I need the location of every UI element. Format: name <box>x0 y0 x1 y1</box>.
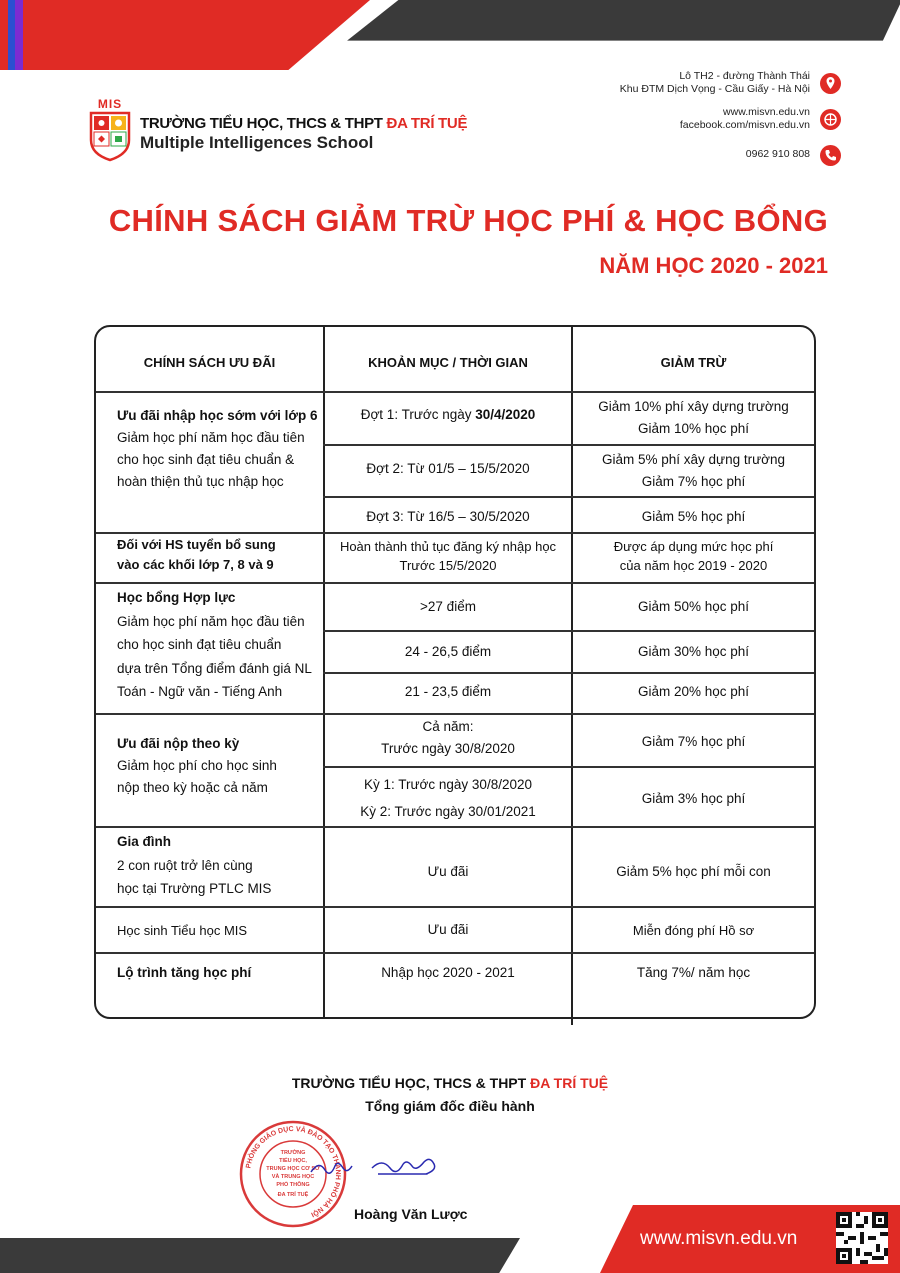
svg-text:MIS: MIS <box>97 97 123 111</box>
family-policy-cell <box>117 830 322 901</box>
footer-dark-band <box>0 1238 520 1273</box>
scholarship-tier3-discount: Giảm 20% học phí <box>637 684 750 699</box>
scholarship-policy-cell <box>117 586 322 704</box>
early-round1-time <box>325 404 571 426</box>
table-row-divider <box>96 532 814 534</box>
header-dark-band <box>330 0 900 70</box>
early-round1-discount <box>573 396 814 440</box>
supplement-time-line: Hoàn thành thủ tục đăng ký nhập học <box>339 539 557 554</box>
supplement-discount-line: của năm học 2019 - 2020 <box>619 558 768 573</box>
signature-school-highlight: ĐA TRÍ TUỆ <box>530 1075 609 1091</box>
round1-label: Đợt 1: Trước ngày <box>360 407 476 422</box>
contact-phone[interactable]: 0962 910 808 <box>745 148 810 160</box>
phone-icon <box>820 145 841 166</box>
increase-policy-title: Lộ trình tăng học phí <box>117 965 252 980</box>
contact-facebook[interactable]: facebook.com/misvn.edu.vn <box>679 119 810 131</box>
discount-line: Giảm 5% phí xây dựng trường <box>601 452 785 467</box>
primary-policy-title: Học sinh Tiểu học MIS <box>117 923 248 938</box>
svg-text:PHÒNG GIÁO DỤC VÀ ĐÀO TẠO THÀN: PHÒNG GIÁO DỤC VÀ ĐÀO TẠO THÀNH PHỐ HÀ NỘI <box>245 1125 342 1218</box>
school-name-prefix: TRƯỜNG TIỂU HỌC, THCS & THPT <box>140 115 387 132</box>
supplement-time-line: Trước 15/5/2020 <box>399 558 497 573</box>
address-block <box>620 70 810 96</box>
table-header-discount: GIẢM TRỪ <box>660 355 727 370</box>
payment-title: Ưu đãi nộp theo kỳ <box>117 736 240 751</box>
scholarship-desc: dựa trên Tổng điểm đánh giá NL <box>117 660 312 676</box>
svg-text:TIỂU HỌC,: TIỂU HỌC, <box>279 1158 307 1164</box>
payment-policy-cell <box>117 733 322 799</box>
qr-code-icon <box>836 1212 888 1264</box>
svg-text:VÀ TRUNG HỌC: VÀ TRUNG HỌC <box>271 1174 315 1180</box>
payment-annual-time <box>325 716 571 760</box>
early-round2-discount <box>573 449 814 493</box>
primary-item: Ưu đãi <box>427 922 469 937</box>
signature-school-prefix: TRƯỜNG TIỂU HỌC, THCS & THPT <box>291 1075 531 1091</box>
scholarship-desc: cho học sinh đạt tiêu chuẩn <box>117 637 282 652</box>
supplement-policy-cell <box>117 535 276 575</box>
table-subrow-divider <box>323 672 814 674</box>
early-round2-time: Đợt 2: Từ 01/5 – 15/5/2020 <box>366 461 530 476</box>
payment-term1-deadline: Kỳ 1: Trước ngày 30/8/2020 <box>364 777 532 792</box>
supplement-discount-line: Được áp dụng mức học phí <box>613 539 774 554</box>
mis-shield-logo-icon <box>85 96 135 162</box>
family-item: Ưu đãi <box>427 864 469 879</box>
page-title: CHÍNH SÁCH GIẢM TRỪ HỌC PHÍ & HỌC BỔNG <box>108 203 828 238</box>
table-row-divider <box>96 952 814 954</box>
svg-text:PHỔ THÔNG: PHỔ THÔNG <box>276 1182 310 1188</box>
scholarship-title: Học bổng Hợp lực <box>117 590 236 605</box>
increase-rate: Tăng 7%/ năm học <box>636 965 751 980</box>
signature-role: Tổng giám đốc điều hành <box>365 1098 535 1114</box>
discount-line: Giảm 10% phí xây dựng trường <box>598 399 789 414</box>
supplement-discount <box>573 537 814 575</box>
supplement-title: vào các khối lớp 7, 8 và 9 <box>117 557 274 572</box>
early-policy-desc: hoàn thiện thủ tục nhập học <box>117 474 284 489</box>
family-title: Gia đình <box>117 834 171 849</box>
family-desc: 2 con ruột trở lên cùng <box>117 857 253 873</box>
web-block <box>680 106 810 132</box>
footer-website-link[interactable]: www.misvn.edu.vn <box>640 1228 798 1249</box>
scholarship-desc: Toán - Ngữ văn - Tiếng Anh <box>117 684 283 699</box>
early-policy-desc: cho học sinh đạt tiêu chuẩn & <box>117 452 295 467</box>
table-row-divider <box>96 582 814 584</box>
contact-website[interactable]: www.misvn.edu.vn <box>723 106 810 118</box>
payment-term-discount: Giảm 3% học phí <box>641 791 746 806</box>
supplement-time <box>325 537 571 575</box>
handwritten-signature-icon <box>370 1150 440 1190</box>
address-line-1: Lô TH2 - đường Thành Thái <box>679 70 810 82</box>
signer-name: Hoàng Văn Lược <box>354 1206 468 1222</box>
payment-desc: Giảm học phí cho học sinh <box>117 758 277 773</box>
table-row-divider <box>96 826 814 828</box>
early-policy-title: Ưu đãi nhập học sớm với lớp 6 <box>117 408 318 423</box>
table-header-policy: CHÍNH SÁCH ƯU ĐÃI <box>143 355 276 370</box>
header-red-band <box>30 0 370 70</box>
early-policy-cell <box>117 405 322 493</box>
signature-school-name <box>0 1075 900 1091</box>
supplement-title: Đối với HS tuyển bổ sung <box>117 537 276 552</box>
page-subtitle: NĂM HỌC 2020 - 2021 <box>599 253 828 278</box>
payment-annual-deadline: Trước ngày 30/8/2020 <box>381 741 515 756</box>
discount-line: Giảm 7% học phí <box>641 474 746 489</box>
table-subrow-divider <box>323 766 814 768</box>
location-pin-icon <box>820 73 841 94</box>
table-subrow-divider <box>323 444 814 446</box>
school-name-en: Multiple Intelligences School <box>140 133 374 152</box>
payment-term2-deadline: Kỳ 2: Trước ngày 30/01/2021 <box>360 804 536 819</box>
official-stamp-icon <box>233 1118 363 1230</box>
increase-item: Nhập học 2020 - 2021 <box>381 965 515 980</box>
payment-annual-discount: Giảm 7% học phí <box>641 734 746 749</box>
table-row-divider <box>96 906 814 908</box>
svg-text:ĐA TRÍ TUỆ: ĐA TRÍ TUỆ <box>277 1192 309 1198</box>
family-desc: học tại Trường PTLC MIS <box>117 881 272 896</box>
early-round3-discount: Giảm 5% học phí <box>641 509 746 524</box>
payment-desc: nộp theo kỳ hoặc cả năm <box>117 780 268 795</box>
scholarship-tier1-discount: Giảm 50% học phí <box>637 599 750 614</box>
table-row-divider <box>96 713 814 715</box>
primary-discount: Miễn đóng phí Hồ sơ <box>632 923 755 938</box>
scholarship-desc: Giảm học phí năm học đầu tiên <box>117 613 305 629</box>
address-line-2: Khu ĐTM Dịch Vọng - Cầu Giấy - Hà Nội <box>619 83 810 95</box>
table-subrow-divider <box>323 630 814 632</box>
school-name-highlight: ĐA TRÍ TUỆ <box>386 115 468 132</box>
early-round3-time: Đợt 3: Từ 16/5 – 30/5/2020 <box>366 509 530 524</box>
scholarship-tier3-score: 21 - 23,5 điểm <box>404 684 492 699</box>
school-name-vn <box>140 115 467 132</box>
color-stripes <box>0 0 30 70</box>
payment-term-time <box>325 771 571 825</box>
globe-icon <box>820 109 841 130</box>
family-discount: Giảm 5% học phí mỗi con <box>616 864 771 879</box>
payment-annual-label: Cả năm: <box>422 719 474 734</box>
table-row-divider <box>96 391 814 393</box>
svg-text:TRUNG HỌC CƠ SỞ: TRUNG HỌC CƠ SỞ <box>266 1166 320 1172</box>
early-policy-desc: Giảm học phí năm học đầu tiên <box>117 430 305 445</box>
scholarship-tier2-discount: Giảm 30% học phí <box>637 644 750 659</box>
round1-date: 30/4/2020 <box>475 407 536 422</box>
discount-line: Giảm 10% học phí <box>637 421 750 436</box>
scholarship-tier1-score: >27 điểm <box>420 599 476 614</box>
scholarship-tier2-score: 24 - 26,5 điểm <box>404 644 492 659</box>
table-header-item: KHOẢN MỤC / THỜI GIAN <box>368 355 528 370</box>
svg-text:TRƯỜNG: TRƯỜNG <box>280 1150 306 1156</box>
table-subrow-divider <box>323 496 814 498</box>
